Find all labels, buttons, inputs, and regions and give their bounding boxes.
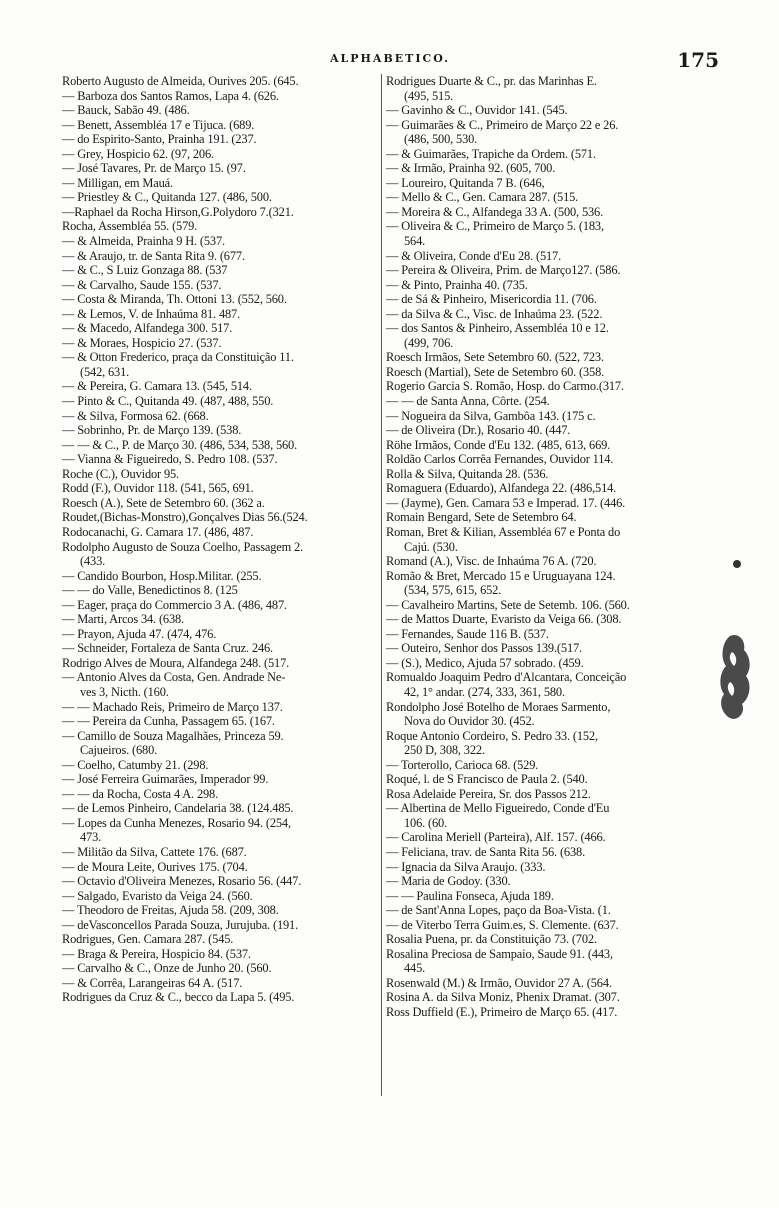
directory-entry: Roldão Carlos Corrêa Fernandes, Ouvidor 114.	[386, 452, 614, 467]
directory-entry: Rosalina Preciosa de Sampaio, Saude 91. (443,	[386, 946, 613, 961]
directory-entry: Romain Bengard, Sete de Setembro 64.	[386, 510, 577, 525]
directory-entry: Rodrigues, Gen. Camara 287. (545.	[62, 932, 234, 947]
directory-entry: 473.	[80, 830, 102, 845]
directory-entry: — Loureiro, Quitanda 7 B. (646,	[386, 175, 545, 190]
directory-entry: Rodrigues Duarte & C., pr. das Marinhas E.	[386, 74, 597, 88]
directory-entry: — & Moraes, Hospicio 27. (537.	[62, 335, 222, 350]
directory-entry: — Nogueira da Silva, Gambôa 143. (175 c.	[386, 408, 596, 423]
directory-entry: Rocha, Assembléa 55. (579.	[62, 219, 198, 234]
directory-entry: Roudet,(Bichas-Monstro),Gonçalves Dias 56.(524.	[62, 510, 308, 525]
directory-entry: — Gavinho & C., Ouvidor 141. (545.	[386, 103, 568, 118]
directory-entry: — dos Santos & Pinheiro, Assembléa 10 e 12.	[386, 321, 609, 336]
directory-entry: Röhe Irmãos, Conde d'Eu 132. (485, 613, 669.	[386, 437, 611, 452]
directory-entry: — & C., S Luiz Gonzaga 88. (537	[62, 263, 228, 278]
directory-entry: — de Viterbo Terra Guim.es, S. Clemente. (637.	[386, 917, 619, 932]
directory-entry: Rosalia Puena, pr. da Constituição 73. (702.	[386, 932, 597, 947]
directory-entry: — Guimarães & C., Primeiro de Março 22 e 26.	[386, 117, 619, 132]
directory-entry: — Fernandes, Saude 116 B. (537.	[386, 626, 549, 641]
directory-entry: ves 3, Nicth. (160.	[80, 684, 169, 699]
directory-entry: — Pereira & Oliveira, Prim. de Março127. (586.	[386, 263, 621, 278]
directory-entry: — Prayon, Ajuda 47. (474, 476.	[62, 626, 217, 641]
directory-entry: — de Lemos Pinheiro, Candelaria 38. (124.485.	[62, 801, 294, 816]
directory-entry: Roqué, l. de S Francisco de Paula 2. (540.	[386, 772, 588, 787]
directory-entry: — Carvalho & C., Onze de Junho 20. (560.	[62, 961, 272, 976]
directory-entry: — Albertina de Mello Figueiredo, Conde d'Eu	[386, 801, 610, 816]
directory-entry: Rodrigo Alves de Moura, Alfandega 248. (517.	[62, 655, 290, 670]
directory-entry: — Bauck, Sabão 49. (486.	[62, 103, 190, 118]
directory-entry: — Octavio d'Oliveira Menezes, Rosario 56. (447.	[62, 874, 302, 889]
directory-entry: — — Paulina Fonseca, Ajuda 189.	[386, 888, 554, 903]
directory-entry: Roche (C.), Ouvidor 95.	[62, 466, 179, 481]
directory-entry: — Marti, Arcos 34. (638.	[62, 612, 185, 627]
directory-entry: Roesch (Martial), Sete de Setembro 60. (358.	[386, 364, 605, 379]
directory-entry: — Braga & Pereira, Hospicio 84. (537.	[62, 946, 251, 961]
directory-entry: — Antonio Alves da Costa, Gen. Andrade Ne-	[62, 670, 286, 685]
directory-entry: Rolla & Silva, Quitanda 28. (536.	[386, 466, 549, 481]
directory-entry: — Priestley & C., Quitanda 127. (486, 500.	[62, 190, 272, 205]
directory-entry: (486, 500, 530.	[404, 132, 478, 147]
directory-entry: Romualdo Joaquim Pedro d'Alcantara, Conceição	[386, 670, 627, 685]
directory-entry: Rodd (F.), Ouvidor 118. (541, 565, 691.	[62, 481, 254, 496]
directory-entry: Rodrigues da Cruz & C., becco da Lapa 5. (495.	[62, 990, 295, 1005]
directory-entry: —Raphael da Rocha Hirson,G.Polydoro 7.(321.	[62, 204, 294, 219]
directory-entry: Romand (A.), Visc. de Inhaúma 76 A. (720.	[386, 554, 597, 569]
directory-entry: 42, 1° andar. (274, 333, 361, 580.	[404, 684, 565, 699]
directory-entry: Roesch (A.), Sete de Setembro 60. (362 a.	[62, 495, 265, 510]
directory-entry: — & Guimarães, Trapiche da Ordem. (571.	[386, 146, 596, 161]
directory-entry: Roman, Bret & Kilian, Assembléa 67 e Ponta do	[386, 524, 621, 539]
directory-entry: — Moreira & C., Alfandega 33 A. (500, 536.	[386, 204, 604, 219]
directory-entry: — & Corrêa, Larangeiras 64 A. (517.	[62, 975, 243, 990]
directory-entry: — Cavalheiro Martins, Sete de Setemb. 106. (560.	[386, 597, 630, 612]
directory-entry: 445.	[404, 961, 426, 976]
directory-entry: — & Oliveira, Conde d'Eu 28. (517.	[386, 248, 562, 263]
directory-entry: — Salgado, Evaristo da Veiga 24. (560.	[62, 888, 253, 903]
directory-entry: Rodolpho Augusto de Souza Coelho, Passagem 2.	[62, 539, 304, 554]
directory-entry: — Torterollo, Carioca 68. (529.	[386, 757, 539, 772]
directory-entry: Rodocanachi, G. Camara 17. (486, 487.	[62, 524, 254, 539]
directory-entry: — — & C., P. de Março 30. (486, 534, 538, 560.	[62, 437, 298, 452]
directory-entry: — & Macedo, Alfandega 300. 517.	[62, 321, 233, 336]
directory-entry: — Candido Bourbon, Hosp.Militar. (255.	[62, 568, 262, 583]
directory-entry: Rondolpho José Botelho de Moraes Sarmento,	[386, 699, 611, 714]
directory-entry: — Pinto & C., Quitanda 49. (487, 488, 550.	[62, 394, 274, 409]
directory-entry: — Militão da Silva, Cattete 176. (687.	[62, 844, 247, 859]
directory-entry: — Coelho, Catumby 21. (298.	[62, 757, 209, 772]
directory-entry: — José Tavares, Pr. de Março 15. (97.	[62, 161, 246, 176]
directory-entry: — José Ferreira Guimarães, Imperador 99.	[62, 772, 269, 787]
directory-entry: — — Pereira da Cunha, Passagem 65. (167.	[62, 714, 275, 729]
directory-entry: 250 D, 308, 322.	[404, 743, 485, 758]
directory-entry: — & Silva, Formosa 62. (668.	[62, 408, 209, 423]
directory-entry: Cajú. (530.	[404, 539, 458, 554]
directory-entry: — & Irmão, Prainha 92. (605, 700.	[386, 161, 556, 176]
directory-entry: — Mello & C., Gen. Camara 287. (515.	[386, 190, 579, 205]
directory-entry: — Milligan, em Mauá.	[62, 175, 173, 190]
ink-stain-icon	[716, 632, 754, 724]
directory-entry: Ross Duffield (E.), Primeiro de Março 65. (417.	[386, 1005, 618, 1019]
directory-entry: — Lopes da Cunha Menezes, Rosario 94. (254,	[62, 815, 291, 830]
directory-entry: — Grey, Hospicio 62. (97, 206.	[62, 146, 214, 161]
directory-entry: — Camillo de Souza Magalhães, Princeza 59.	[62, 728, 284, 743]
directory-entry: — Benett, Assembléa 17 e Tijuca. (689.	[62, 117, 255, 132]
directory-entry: — de Oliveira (Dr.), Rosario 40. (447.	[386, 423, 571, 438]
left-column	[62, 74, 380, 1005]
directory-entry: — Vianna & Figueiredo, S. Pedro 108. (537.	[62, 452, 278, 467]
directory-entry: — Maria de Godoy. (330.	[386, 874, 511, 889]
directory-entry: — & Pereira, G. Camara 13. (545, 514.	[62, 379, 252, 394]
directory-entry: — & Carvalho, Saude 155. (537.	[62, 277, 222, 292]
directory-entry: — & Pinto, Prainha 40. (735.	[386, 277, 528, 292]
directory-entry: — Eager, praça do Commercio 3 A. (486, 487.	[62, 597, 287, 612]
margin-mark	[733, 560, 741, 568]
directory-entry: — de Sant'Anna Lopes, paço da Boa-Vista. (1.	[386, 903, 611, 918]
directory-entry: — Costa & Miranda, Th. Ottoni 13. (552, 560.	[62, 292, 287, 307]
directory-entry: Rosina A. da Silva Moniz, Phenix Dramat. (307.	[386, 990, 620, 1005]
directory-entry: — — da Rocha, Costa 4 A. 298.	[62, 786, 219, 801]
directory-entry: Rosa Adelaide Pereira, Sr. dos Passos 212.	[386, 786, 591, 801]
directory-entry: — — do Valle, Benedictinos 8. (125	[62, 583, 238, 598]
directory-entry: — Barboza dos Santos Ramos, Lapa 4. (626.	[62, 88, 279, 103]
directory-entry: — deVasconcellos Parada Souza, Jurujuba. (191.	[62, 917, 299, 932]
column-divider	[381, 74, 382, 1096]
directory-entry: — Carolina Meriell (Parteira), Alf. 157. (466.	[386, 830, 606, 845]
directory-entry: — Ignacia da Silva Araujo. (333.	[386, 859, 546, 874]
directory-entry: — do Espirito-Santo, Prainha 191. (237.	[62, 132, 257, 147]
right-column	[386, 74, 708, 1020]
running-head: ALPHABETICO.	[330, 52, 451, 65]
directory-entry: — & Almeida, Prainha 9 H. (537.	[62, 234, 225, 249]
directory-entry: — de Moura Leite, Ourives 175. (704.	[62, 859, 248, 874]
directory-entry: — Feliciana, trav. de Santa Rita 56. (638.	[386, 844, 586, 859]
directory-entry: Cajueiros. (680.	[80, 743, 158, 758]
directory-entry: Roberto Augusto de Almeida, Ourives 205. (645.	[62, 74, 299, 88]
directory-entry: (542, 631.	[80, 364, 130, 379]
directory-entry: — Sobrinho, Pr. de Março 139. (538.	[62, 423, 242, 438]
directory-entry: — & Araujo, tr. de Santa Rita 9. (677.	[62, 248, 245, 263]
directory-entry: — Schneider, Fortaleza de Santa Cruz. 246.	[62, 641, 274, 656]
directory-entry: — da Silva & C., Visc. de Inhaúma 23. (522.	[386, 306, 603, 321]
directory-entry: (433.	[80, 554, 106, 569]
directory-entry: Rosenwald (M.) & Irmão, Ouvidor 27 A. (564.	[386, 975, 612, 990]
directory-entry: — Outeiro, Senhor dos Passos 139.(517.	[386, 641, 582, 656]
directory-entry: — — Machado Reis, Primeiro de Março 137.	[62, 699, 283, 714]
directory-entry: Rogerio Garcia S. Romão, Hosp. do Carmo.(317.	[386, 379, 624, 394]
directory-entry: (499, 706.	[404, 335, 454, 350]
directory-entry: — (Jayme), Gen. Camara 53 e Imperad. 17. (446.	[386, 495, 626, 510]
directory-entry: — (S.), Medico, Ajuda 57 sobrado. (459.	[386, 655, 584, 670]
directory-entry: (534, 575, 615, 652.	[404, 583, 502, 598]
directory-entry: — Oliveira & C., Primeiro de Março 5. (183,	[386, 219, 604, 234]
page-number: 175	[677, 48, 719, 72]
directory-entry: — de Mattos Duarte, Evaristo da Veiga 66. (308.	[386, 612, 622, 627]
directory-entry: Romaguera (Eduardo), Alfandega 22. (486,514.	[386, 481, 617, 496]
page-header	[0, 48, 779, 72]
directory-entry: — & Lemos, V. de Inhaúma 81. 487.	[62, 306, 241, 321]
directory-entry: — — de Santa Anna, Côrte. (254.	[386, 394, 550, 409]
directory-entry: — Theodoro de Freitas, Ajuda 58. (209, 308.	[62, 903, 279, 918]
directory-entry: Nova do Ouvidor 30. (452.	[404, 714, 535, 729]
directory-entry: Roque Antonio Cordeiro, S. Pedro 33. (152,	[386, 728, 598, 743]
directory-entry: — de Sá & Pinheiro, Misericordia 11. (706.	[386, 292, 597, 307]
directory-entry: 106. (60.	[404, 815, 448, 830]
directory-entry: Roesch Irmãos, Sete Setembro 60. (522, 723.	[386, 350, 604, 365]
directory-entry: 564.	[404, 234, 426, 249]
directory-entry: Romão & Bret, Mercado 15 e Uruguayana 124.	[386, 568, 616, 583]
directory-entry: (495, 515.	[404, 88, 454, 103]
directory-entry: — & Otton Frederico, praça da Constituição 11.	[62, 350, 294, 365]
